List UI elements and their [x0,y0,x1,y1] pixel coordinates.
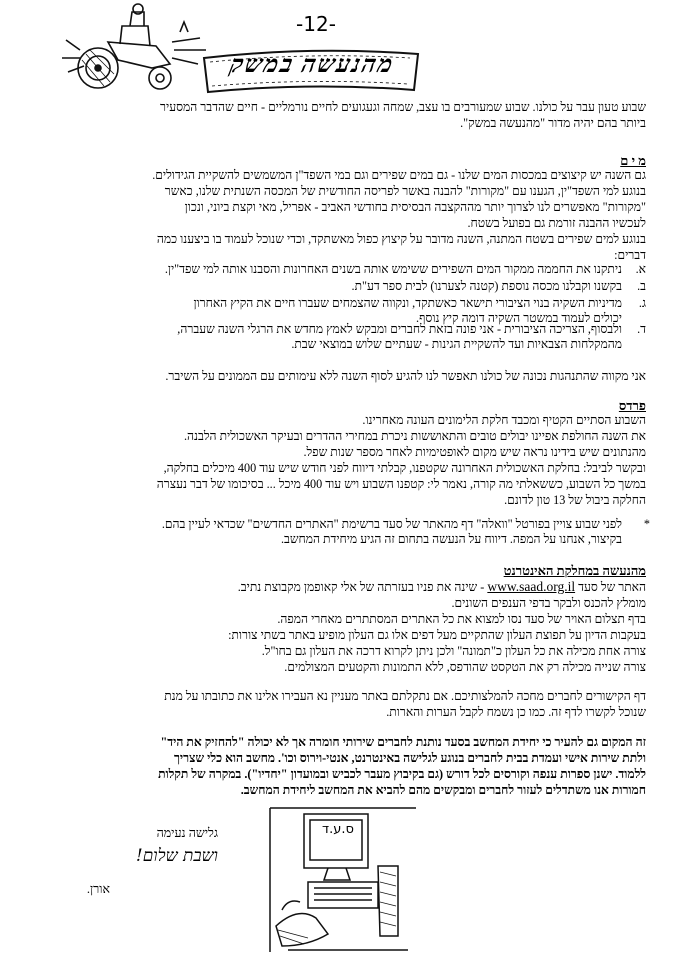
note-text: בקיצור, אנחנו על המפה. דיווח על הנעשה בתחום זה הגיע מיחידת המחשב. [280,532,622,546]
paragraph-line: בנוגע למים שפירים בשטח המתנה, השנה מדובר על קיצוץ כפול מאשתקד, וכדי שנוכל לעמוד בו ביצענו כמה [156,232,646,246]
paragraph-line: דברים: [614,248,646,262]
section-heading-orchard: פרדס [618,398,646,413]
paragraph-line: השבוע הסתיים הקטיף ומכבד חלקת הלימונים העונה מאחרינו. [362,413,646,427]
paragraph-line: החלקה ביבול של 13 טון לדונם. [504,493,646,507]
list-item-text: מדיניות השקיה בנוי הציבורי תישאר כאשתקד, ונקווה שהצמחים שעברו חיים את הקיץ האחרון [193,296,622,310]
section-heading-water: מ י ם [620,153,646,168]
list-item-text: ולבסוף, הצריכה הציבורית - אני פונה בזאת לחברים ומבקש לאמץ מחדש את הרגלי השנה שעברה, [177,322,622,336]
paragraph-line: אני מקווה שהתנהגות נכונה של כולנו תאפשר לנו להגיע לסוף השנה ללא עימותים עם הממונים על השיבר. [165,369,646,383]
paragraph-line: מומלץ להכנס ולבקר בדפי הענפים השונים. [451,596,646,610]
paragraph-line: זה המקום גם להעיר כי יחידת המחשב בסעד נותנת לחברים שירותי חומרה אך לא יכולה "להחזיק את היד" [160,735,646,749]
paragraph-line: את השנה החולפת אפיינו יבולים טובים והתאוששות ניכרת במחירי ההדרים ובעיקר האשכולית הלבנה. [183,429,646,443]
paragraph-line: צורה אחת מכילה את כל העלון כ"תמונה" ולכן ניתן לקרוא דרכה את העלון גם בחו"ל. [261,644,646,658]
paragraph-line: דף הקישורים לחברים מחכה להמלצותיכם. אם נתקלתם באתר מעניין נא העבירו אלינו את כתובתו על מנת [164,689,646,703]
site-prefix-text: האתר של סעד [578,580,646,594]
paragraph-line [40,579,646,595]
signoff-name: אורן. [86,882,110,896]
list-item [40,279,646,294]
paragraph-line: בנוגע למי השפד"ין, הגענו עם "מקורות" להבנה באשר לפריסה החודשית של המכסה השנתית שלנו, כאשר [164,184,646,198]
list-marker: ד. [637,322,646,336]
paragraph-line: מהנתונים שיש בידינו נראה שיש מקום לאופטימיות לאחר מספר שנות שפל. [303,445,646,459]
asterisk-marker: * [643,517,650,531]
paragraph-line: במשך כל השבוע, כששאלתי מה קורה, נאמר לי: קטפנו השבוע ויש עוד 400 מיכל ... בסיכומו של דבר נעצרה [156,477,646,491]
paragraph-line: בעקבות הדיון על תפוצת העלון שהתקיים מעל דפים אלו גם העלון מופיע באתר בשתי צורות: [228,628,646,642]
paragraph-line: חמורות אנו משתדלים לעזור לחברים ומבקשים מהם להביא את המחשב ליחידת המחשב. [240,783,646,797]
signoff-greeting: גלישה נעימה [156,826,218,840]
paragraph-line: ובקשר לביבל: בחלקת האשכולית האחרונה שקטפנו, קבלתי דיווח לפני חודש שיש עוד 400 מיכלים בחלקה, [163,461,646,475]
paragraph-line: לעכשיו ההבנה זורמת גם בפועל בשטח. [467,216,646,230]
note-item [40,517,650,547]
paragraph-line: צורה שנייה מכילה רק את הטקסט שהודפס, ללא התמונות והקטעים המצולמים. [284,660,646,674]
paragraph-line: "מקורות" מאפשרים לנו לצרוך יותר מההקצבה הבסיסית בחודשי האביב - אפריל, מאי וקצת ביוני, ונכון [184,200,646,214]
site-url-link[interactable]: www.saad.org.il [487,579,576,594]
paragraph-line: גם השנה יש קיצוצים במכסות המים שלנו - גם במים שפירים וגם במי השפד"ן המשמשים להשקיית הגידולים. [152,168,646,182]
intro-line: שבוע טעון עבר על כולנו. שבוע שמעורבים בו עצב, שמחה וגעגועים לחיים נורמליים - חיים שהדבר המסעיר [160,100,646,114]
list-item-text: מהמקלחות הצבאיות ועד להשקיית הגינות - שעתיים שלוש במוצאי שבת. [291,337,622,351]
page-number: -12- [296,12,336,36]
list-item [40,322,646,352]
paragraph-line: שנוכל לקשרו לדף זה. כמו כן נשמח לקבל הערות והארות. [386,705,646,719]
paragraph-line: ולתת שירות אישי ועמדת בבית לחברים בנוגע לגלישה באינטרנט, אנטי-וירוס וכו'. מחשב הוא כלי שצריך [173,751,646,765]
list-item-text: ניתקנו את החממה ממקור המים השפירים ששימש אותה בשנים האחרונות והסבנו אותה למי שפד"ין. [164,262,622,276]
section-heading-internet: מהנעשה במחלקת האינטרנט [503,563,646,578]
intro-line: ביותר בהם יהיה מדור "מהנעשה במשק". [460,116,646,130]
paragraph-line: ללמוד. ישנן ספרות ענפה וקורסים לכל דורש (גם בקיבוץ מעבר לכביש ובמועדון "יחדיו"). במקרה של תקלות [158,767,646,781]
tractor-illustration [60,2,210,94]
signoff-handwritten: ושבת שלום! [135,846,218,866]
list-marker: א. [635,262,646,276]
site-suffix-text: - שינה את פניו בעזרתה של אלי קאופמן מקבוצת נתיב. [237,580,485,594]
list-item-text: יכולים לעמוד במשטר השקיה דומה קיץ נוסף. [416,311,622,325]
list-marker: ג. [638,296,646,310]
logo-text: מהנעשה במשק [227,52,397,78]
screen-text: ס.ע.ד [322,822,354,837]
paragraph-line: בדף תצלום האויר של סעד נסו למצוא את כל האתרים המסתתרים מאחרי המפה. [277,612,646,626]
list-item-text: בקשנו וקבלנו מכסה נוספת (קטנה לצערנו) לבית ספר דע"ת. [351,279,622,293]
note-text: לפני שבוע צויין בפורטל "וואלה" דף מהאתר של סעד ברשימת "האתרים החדשים" שכדאי לעיין בהם. [161,517,622,531]
list-marker: ב. [637,279,646,293]
list-item [40,262,646,277]
